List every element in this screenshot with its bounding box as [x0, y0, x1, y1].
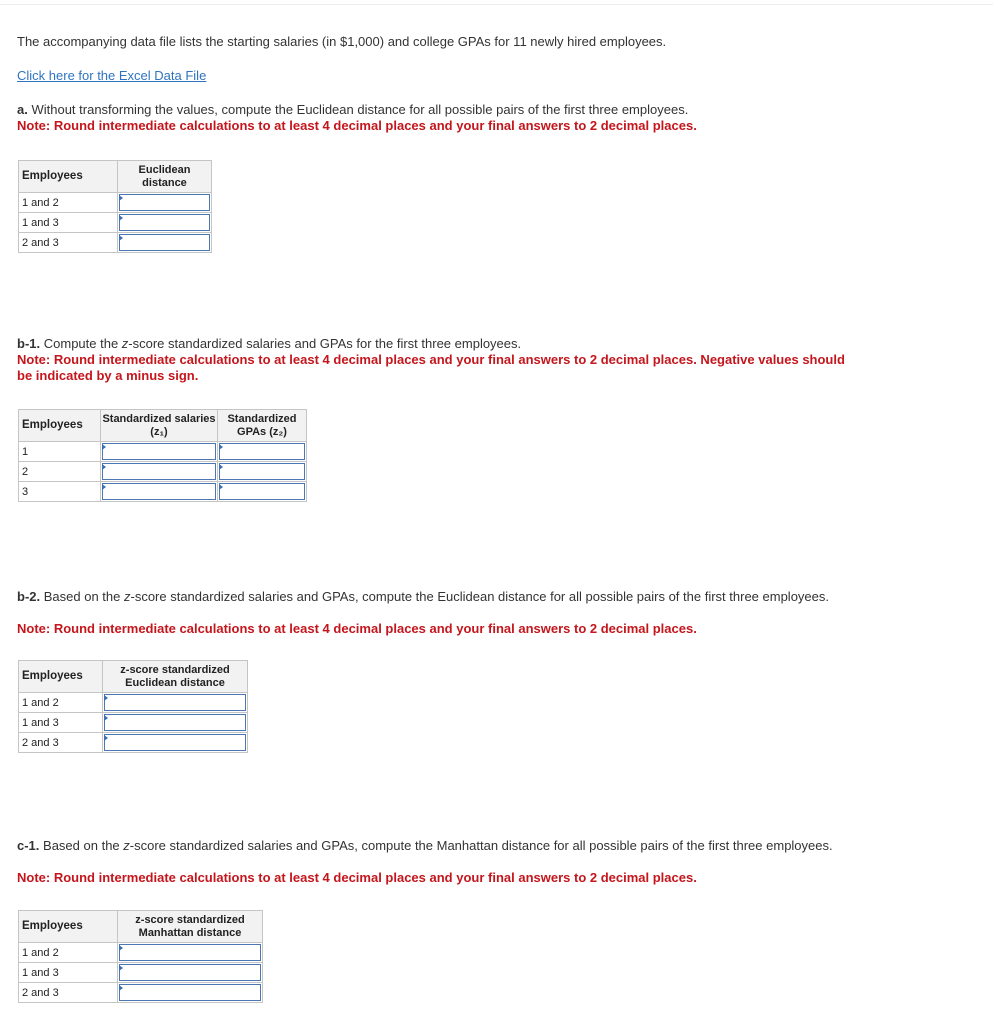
- answer-cell: [118, 983, 263, 1003]
- gpa-z-1-input[interactable]: [219, 443, 305, 460]
- part-a-table: [18, 160, 212, 253]
- answer-cell: [118, 213, 212, 233]
- part-b1-note: Note: Round intermediate calculations to at least 4 decimal places and your final answers to 2 decimal places. Negative values should be indicated by a minus sign.: [17, 352, 845, 383]
- table-row: [19, 983, 263, 1003]
- table-row: [19, 442, 307, 462]
- row-label: 1: [19, 442, 101, 462]
- answer-cell: [103, 713, 248, 733]
- row-label: 2 and 3: [19, 233, 118, 253]
- gpa-z-3-input[interactable]: [219, 483, 305, 500]
- top-divider: [0, 4, 993, 5]
- table-row: [19, 943, 263, 963]
- z-manhattan-1-2-input[interactable]: [119, 944, 261, 961]
- euclidean-1-2-input[interactable]: [119, 194, 210, 211]
- row-label: 2: [19, 462, 101, 482]
- gpa-z-2-input[interactable]: [219, 463, 305, 480]
- row-label: 3: [19, 482, 101, 502]
- row-label: 1 and 2: [19, 943, 118, 963]
- z-euclidean-2-3-input[interactable]: [104, 734, 246, 751]
- answer-cell: [118, 193, 212, 213]
- row-label: 1 and 3: [19, 713, 103, 733]
- part-b2-note: Note: Round intermediate calculations to at least 4 decimal places and your final answers to 2 decimal places.: [17, 621, 697, 636]
- excel-link-text[interactable]: Click here for the Excel Data File: [17, 68, 207, 83]
- answer-cell: [218, 442, 307, 462]
- intro-text: The accompanying data file lists the starting salaries (in $1,000) and college GPAs for 11 newly hired employees.: [17, 34, 667, 49]
- part-c1-label: c-1.: [17, 838, 40, 853]
- employees-header: Employees: [19, 410, 101, 442]
- row-label: 2 and 3: [19, 983, 118, 1003]
- salary-z-2-input[interactable]: [102, 463, 216, 480]
- part-c1-note: Note: Round intermediate calculations to at least 4 decimal places and your final answers to 2 decimal places.: [17, 870, 697, 885]
- part-c1-question: [17, 838, 857, 854]
- answer-cell: [118, 943, 263, 963]
- salary-z-1-input[interactable]: [102, 443, 216, 460]
- table-row: [19, 462, 307, 482]
- part-b1-q-pre: Compute the: [43, 336, 122, 351]
- table-row: [19, 693, 248, 713]
- z-symbol: z: [121, 336, 129, 351]
- answer-cell: [118, 963, 263, 983]
- row-label: 1 and 3: [19, 213, 118, 233]
- part-b1-question: [17, 336, 521, 352]
- answer-cell: [103, 733, 248, 753]
- part-b2-q-post: -score standardized salaries and GPAs, compute the Euclidean distance for all possible pairs of the first three employees.: [130, 589, 829, 604]
- employees-header: Employees: [19, 911, 118, 943]
- part-b1-table: [18, 409, 307, 502]
- answer-cell: [101, 442, 218, 462]
- part-c1-table: [18, 910, 263, 1003]
- part-b2-label: b-2.: [17, 589, 41, 604]
- part-c1-q-pre: Based on the: [43, 838, 124, 853]
- z-manhattan-1-3-input[interactable]: [119, 964, 261, 981]
- employees-header: Employees: [19, 161, 118, 193]
- part-a-question: [17, 102, 688, 118]
- answer-cell: [101, 462, 218, 482]
- z-euclidean-distance-header: z-score standardized Euclidean distance: [103, 661, 248, 693]
- row-label: 2 and 3: [19, 733, 103, 753]
- answer-cell: [118, 233, 212, 253]
- answer-cell: [218, 482, 307, 502]
- euclidean-distance-header: Euclidean distance: [118, 161, 212, 193]
- part-a-note: Note: Round intermediate calculations to at least 4 decimal places and your final answers to 2 decimal places.: [17, 118, 697, 133]
- part-a-label: a.: [17, 102, 28, 117]
- part-b1-q-post: -score standardized salaries and GPAs for the first three employees.: [128, 336, 522, 351]
- z-euclidean-1-3-input[interactable]: [104, 714, 246, 731]
- salary-z-3-input[interactable]: [102, 483, 216, 500]
- standardized-gpas-header: Standardized GPAs (z₂): [218, 410, 307, 442]
- part-b2-q-pre: Based on the: [43, 589, 124, 604]
- table-row: [19, 482, 307, 502]
- euclidean-1-3-input[interactable]: [119, 214, 210, 231]
- table-row: [19, 233, 212, 253]
- part-b2-question: [17, 589, 857, 605]
- answer-cell: [101, 482, 218, 502]
- employees-header: Employees: [19, 661, 103, 693]
- part-a-question-text: Without transforming the values, compute the Euclidean distance for all possible pairs of the first three employees.: [31, 102, 689, 117]
- row-label: 1 and 2: [19, 193, 118, 213]
- euclidean-2-3-input[interactable]: [119, 234, 210, 251]
- row-label: 1 and 2: [19, 693, 103, 713]
- table-row: [19, 193, 212, 213]
- z-manhattan-distance-header: z-score standardized Manhattan distance: [118, 911, 263, 943]
- part-b2-table: [18, 660, 248, 753]
- standardized-salaries-header: Standardized salaries (z₁): [101, 410, 218, 442]
- row-label: 1 and 3: [19, 963, 118, 983]
- z-manhattan-2-3-input[interactable]: [119, 984, 261, 1001]
- answer-cell: [218, 462, 307, 482]
- answer-cell: [103, 693, 248, 713]
- table-row: [19, 713, 248, 733]
- table-row: [19, 213, 212, 233]
- part-b1-label: b-1.: [17, 336, 41, 351]
- excel-data-link[interactable]: [17, 68, 206, 84]
- part-c1-q-post: -score standardized salaries and GPAs, compute the Manhattan distance for all possible pairs of the first three employees.: [129, 838, 833, 853]
- z-euclidean-1-2-input[interactable]: [104, 694, 246, 711]
- z-symbol: z: [123, 589, 131, 604]
- table-row: [19, 963, 263, 983]
- z-symbol: z: [123, 838, 130, 853]
- table-row: [19, 733, 248, 753]
